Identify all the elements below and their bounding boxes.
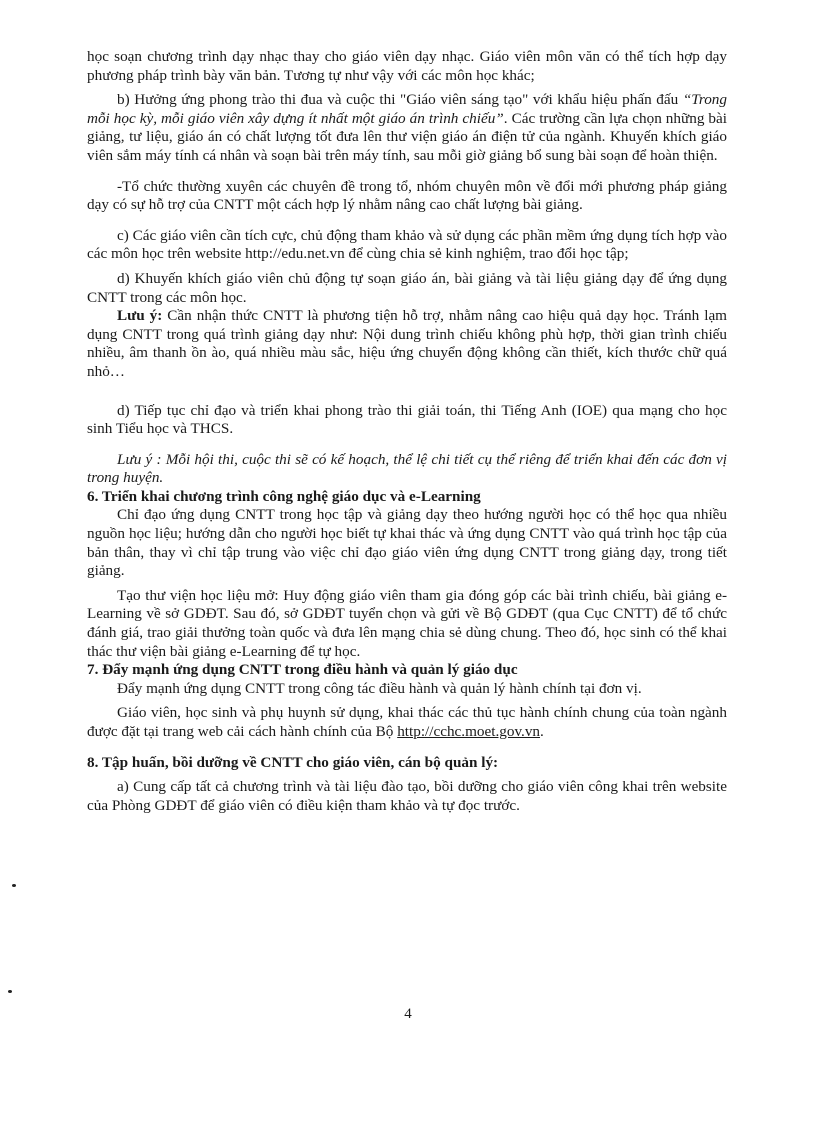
heading-section-8: 8. Tập huấn, bồi dưỡng về CNTT cho giáo viên, cán bộ quản lý: — [87, 753, 499, 771]
paragraph-intro: học soạn chương trình dạy nhạc thay cho giáo viên dạy nhạc. Giáo viên môn văn có thể tích hợp dạy phương pháp trình bày văn bản. Tương tự như vậy với các môn học khác; — [87, 48, 727, 84]
admin-procedures-end: . — [540, 723, 544, 740]
admin-procedures-text: Giáo viên, học sinh và phụ huynh sử dụng, khai thác các thủ tục hành chính chung của toàn ngành được đặt tại trang web cải cách hành chính của Bộ — [87, 704, 727, 740]
paragraph-note — [87, 307, 727, 381]
page-number: 4 — [404, 1006, 412, 1022]
note-label: Lưu ý: — [117, 307, 163, 325]
heading-section-7: 7. Đẩy mạnh ứng dụng CNTT trong điều hành và quản lý giáo dục — [87, 661, 518, 679]
paragraph-contest-note: Lưu ý : Mỗi hội thi, cuộc thi sẽ có kế hoạch, thể lệ chi tiết cụ thể riêng để triển khai đến các đơn vị trong huyện. — [87, 450, 727, 487]
paragraph-management: Đẩy mạnh ứng dụng CNTT trong công tác điều hành và quản lý hành chính tại đơn vị. — [117, 679, 642, 697]
paragraph-topics: -Tổ chức thường xuyên các chuyên đề trong tổ, nhóm chuyên môn về đổi mới phương pháp giảng dạy có sự hỗ trợ của CNTT một cách hợp lý nhằm nâng cao chất lượng bài giảng. — [87, 177, 727, 214]
slogan-quote: “Trong mỗi học kỳ, mỗi giáo viên xây dựng ít nhất một giáo án trình chiếu” — [87, 91, 727, 127]
cchc-link[interactable]: http://cchc.moet.gov.vn — [397, 723, 541, 740]
paragraph-creative-teacher — [87, 91, 727, 165]
scan-speck — [12, 884, 16, 887]
paragraph-training-materials: a) Cung cấp tất cả chương trình và tài liệu đào tạo, bồi dưỡng cho giáo viên công khai trên website của Phòng GDĐT để giáo viên có điều kiện tham khảo và tự đọc trước. — [87, 778, 727, 814]
document-body — [87, 48, 727, 815]
paragraph-software: c) Các giáo viên cần tích cực, chủ động tham khảo và sử dụng các phần mềm ứng dụng tích hợp vào các môn học trên website http://edu.net.vn để cùng chia sẻ kinh nghiệm, trao đổi học tập; — [87, 226, 727, 263]
paragraph-admin-procedures — [87, 704, 727, 741]
paragraph-elearning-direction: Chỉ đạo ứng dụng CNTT trong học tập và giảng dạy theo hướng người học có thể học qua nhiều nguồn học liệu; hướng dẫn cho người học biết tự khai thác và ứng dụng CNTT vào quá trình học tập của bản thân, thay vì chỉ tập trung vào việc chỉ đạo giáo viên ứng dụng CNTT trong giảng dạy, trong tiết giảng. — [87, 506, 727, 580]
heading-section-6: 6. Triển khai chương trình công nghệ giáo dục và e-Learning — [87, 487, 481, 505]
note-text: Cần nhận thức CNTT là phương tiện hỗ trợ, nhằm nâng cao hiệu quả dạy học. Tránh lạm dụng CNTT trong quá trình giảng dạy như: Nội dung trình chiếu không phù hợp, thời gian trình chiếu nhiều, âm thanh ồn ào, quá nhiều màu sắc, hiệu ứng chuyển động không cần thiết, kích thước chữ quá nhỏ… — [87, 307, 727, 380]
paragraph-creative-teacher-rest: . Các trường cần lựa chọn những bài giảng, tư liệu, giáo án có chất lượng tốt đưa lên thư viện giáo án điện tử của ngành. Khuyến khích giáo viên sắm máy tính cá nhân và soạn bài trên máy tính, sau mỗi giờ giảng bổ sung bài soạn để hoàn thiện. — [87, 109, 727, 164]
paragraph-open-library: Tạo thư viện học liệu mở: Huy động giáo viên tham gia đóng góp các bài trình chiếu, bài giảng e-Learning về sở GDĐT. Sau đó, sở GDĐT tuyển chọn và gửi về Bộ GDĐT (qua Cục CNTT) để tổ chức đánh giá, trao giải thưởng toàn quốc và đưa lên mạng chia sẻ dùng chung. Theo đó, học sinh có thể khai thác thư viện bài giảng e-Learning để tự học. — [87, 586, 727, 660]
paragraph-contests: d) Tiếp tục chỉ đạo và triển khai phong trào thi giải toán, thi Tiếng Anh (IOE) qua mạng cho học sinh Tiểu học và THCS. — [87, 401, 727, 438]
paragraph-creative-teacher-lead: b) Hưởng ứng phong trào thi đua và cuộc thi "Giáo viên sáng tạo" với khẩu hiệu phấn đấu — [117, 91, 683, 109]
scan-speck — [8, 990, 12, 993]
paragraph-self-prepare: d) Khuyến khích giáo viên chủ động tự soạn giáo án, bài giảng và tài liệu giảng dạy để ứng dụng CNTT trong các môn học. — [87, 269, 727, 306]
